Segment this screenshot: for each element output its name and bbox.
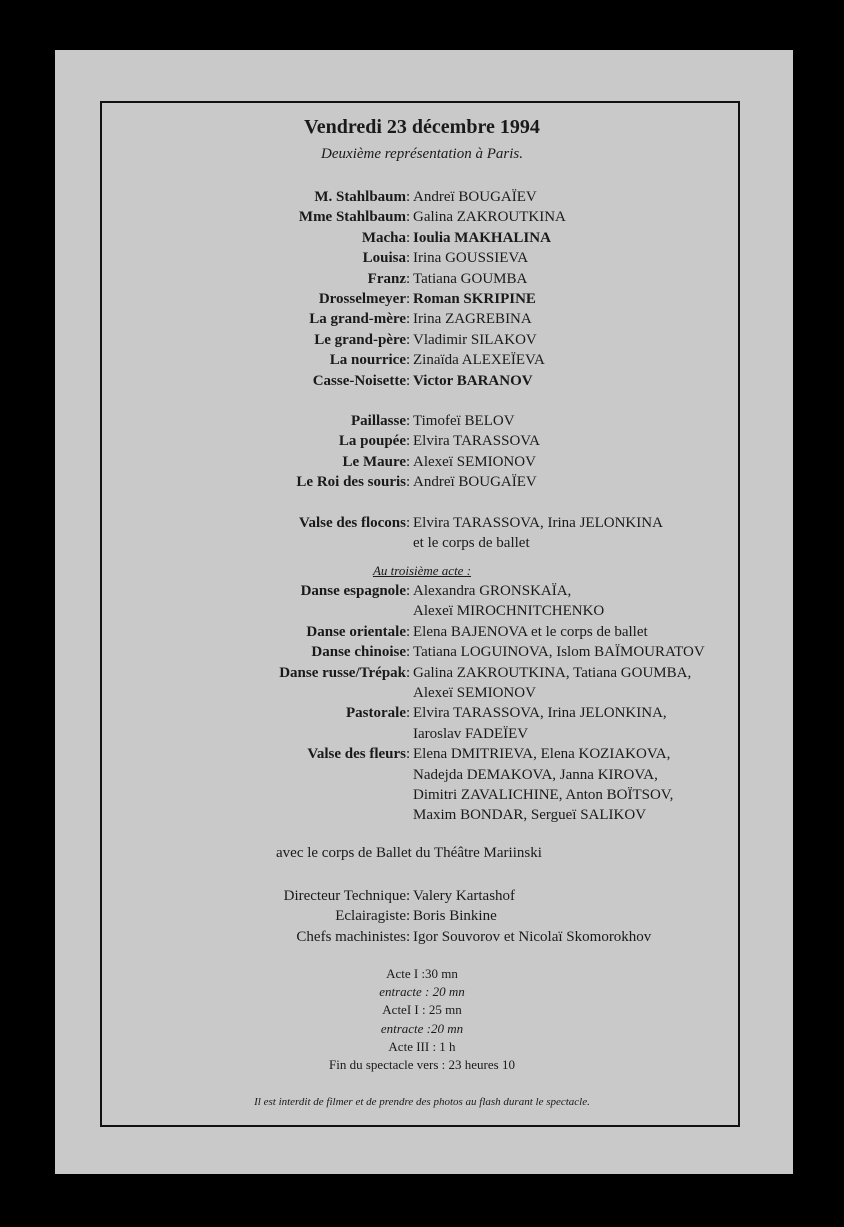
artist-name-continued: Dimitri ZAVALICHINE, Anton BOÏTSOV, xyxy=(413,787,674,803)
colon-separator: : xyxy=(406,270,411,287)
timing-line: ActeI I : 25 mn xyxy=(382,1002,462,1018)
role-name: Eclairagiste xyxy=(335,908,406,925)
role-name: Valse des fleurs xyxy=(307,746,406,763)
artist-name: Ioulia MAKHALINA xyxy=(413,229,551,246)
artist-name: Irina GOUSSIEVA xyxy=(413,250,529,267)
colon-separator: : xyxy=(406,229,411,246)
colon-separator: : xyxy=(406,311,411,328)
artist-name-continued: et le corps de ballet xyxy=(413,535,530,551)
colon-separator: : xyxy=(406,908,411,925)
artist-name: Irina ZAGREBINA xyxy=(413,311,532,328)
role-name: La nourrice xyxy=(329,352,406,369)
role-name: La poupée xyxy=(338,433,406,450)
timing-line: entracte :20 mn xyxy=(380,1020,464,1036)
role-name: Macha xyxy=(361,229,406,246)
role-name: Mme Stahlbaum xyxy=(298,209,406,226)
artist-name: Valery Kartashof xyxy=(413,888,516,904)
role-name: Casse-Noisette xyxy=(312,372,406,389)
colon-separator: : xyxy=(406,189,411,205)
artist-name: Galina ZAKROUTKINA, Tatiana GOUMBA, xyxy=(413,664,692,681)
role-name: Louisa xyxy=(362,250,406,267)
artist-name: Elvira TARASSOVA, Irina JELONKINA, xyxy=(413,705,667,722)
role-name: Danse espagnole xyxy=(300,583,406,599)
colon-separator: : xyxy=(406,413,411,429)
colon-separator: : xyxy=(406,928,411,945)
colon-separator: : xyxy=(406,583,411,599)
artist-name-continued: Iaroslav FADEÏEV xyxy=(413,725,529,742)
corps-de-ballet-note: avec le corps de Ballet du Théâtre Mariinski xyxy=(276,845,542,861)
timing-line: Fin du spectacle vers : 23 heures 10 xyxy=(329,1057,515,1072)
colon-separator: : xyxy=(406,644,411,661)
role-name: Danse orientale xyxy=(306,623,406,640)
colon-separator: : xyxy=(406,433,411,450)
role-name: La grand-mère xyxy=(309,311,406,328)
artist-name: Boris Binkine xyxy=(413,908,497,925)
page-title: Vendredi 23 décembre 1994 xyxy=(304,116,540,138)
artist-name: Tatiana LOGUINOVA, Islom BAÏMOURATOV xyxy=(413,644,705,661)
artist-name-continued: Maxim BONDAR, Sergueï SALIKOV xyxy=(413,807,647,824)
artist-name: Elena DMITRIEVA, Elena KOZIAKOVA, xyxy=(413,746,671,763)
role-name: Le Maure xyxy=(342,453,406,470)
artist-name: Elena BAJENOVA et le corps de ballet xyxy=(413,623,648,640)
artist-name: Vladimir SILAKOV xyxy=(413,331,537,348)
artist-name: Timofeï BELOV xyxy=(413,413,515,429)
role-name: Chefs machinistes xyxy=(296,928,406,945)
artist-name: Alexeï SEMIONOV xyxy=(413,453,536,470)
colon-separator: : xyxy=(406,453,411,470)
colon-separator: : xyxy=(406,888,411,904)
artist-name: Andreï BOUGAÏEV xyxy=(413,189,537,205)
role-name: Danse russe/Trépak xyxy=(279,664,406,681)
artist-name: Roman SKRIPINE xyxy=(413,291,536,307)
timing-line: entracte : 20 mn xyxy=(379,984,465,1000)
colon-separator: : xyxy=(406,746,411,763)
artist-name: Galina ZAKROUTKINA xyxy=(413,209,566,226)
colon-separator: : xyxy=(406,352,411,369)
artist-name-continued: Alexeï MIROCHNITCHENKO xyxy=(413,603,605,620)
artist-name: Elvira TARASSOVA, Irina JELONKINA xyxy=(413,515,663,531)
artist-name: Igor Souvorov et Nicolaï Skomorokhov xyxy=(413,928,652,945)
role-name: Valse des flocons xyxy=(299,515,406,531)
artist-name: Zinaïda ALEXEÏEVA xyxy=(413,352,545,369)
page-subtitle: Deuxième représentation à Paris. xyxy=(321,146,523,162)
colon-separator: : xyxy=(406,623,411,640)
role-name: M. Stahlbaum xyxy=(314,189,406,205)
colon-separator: : xyxy=(406,291,411,307)
colon-separator: : xyxy=(406,331,411,348)
colon-separator: : xyxy=(406,515,411,531)
colon-separator: : xyxy=(406,474,411,491)
role-name: Directeur Technique xyxy=(283,888,406,904)
timing-line: Acte III : 1 h xyxy=(388,1038,456,1054)
artist-name: Andreï BOUGAÏEV xyxy=(413,474,537,491)
artist-name: Tatiana GOUMBA xyxy=(413,270,528,287)
colon-separator: : xyxy=(406,664,411,681)
colon-separator: : xyxy=(406,209,411,226)
role-name: Le grand-père xyxy=(314,331,406,348)
artist-name-continued: Alexeï SEMIONOV xyxy=(413,685,536,701)
colon-separator: : xyxy=(406,372,411,389)
artist-name: Elvira TARASSOVA xyxy=(413,433,541,450)
artist-name: Victor BARANOV xyxy=(413,372,533,389)
colon-separator: : xyxy=(406,250,411,267)
artist-name: Alexandra GRONSKAÏA, xyxy=(413,583,572,599)
third-act-header: Au troisième acte : xyxy=(372,563,472,578)
role-name: Franz xyxy=(367,270,406,287)
timing-line: Acte I :30 mn xyxy=(386,966,458,981)
role-name: Danse chinoise xyxy=(311,644,406,661)
role-name: Drosselmeyer xyxy=(318,291,406,307)
artist-name-continued: Nadejda DEMAKOVA, Janna KIROVA, xyxy=(413,766,658,783)
role-name: Le Roi des souris xyxy=(296,474,406,491)
role-name: Paillasse xyxy=(351,413,406,429)
footnote: Il est interdit de filmer et de prendre des photos au flash durant le spectacle. xyxy=(254,1096,590,1108)
colon-separator: : xyxy=(406,705,411,722)
role-name: Pastorale xyxy=(346,705,406,722)
